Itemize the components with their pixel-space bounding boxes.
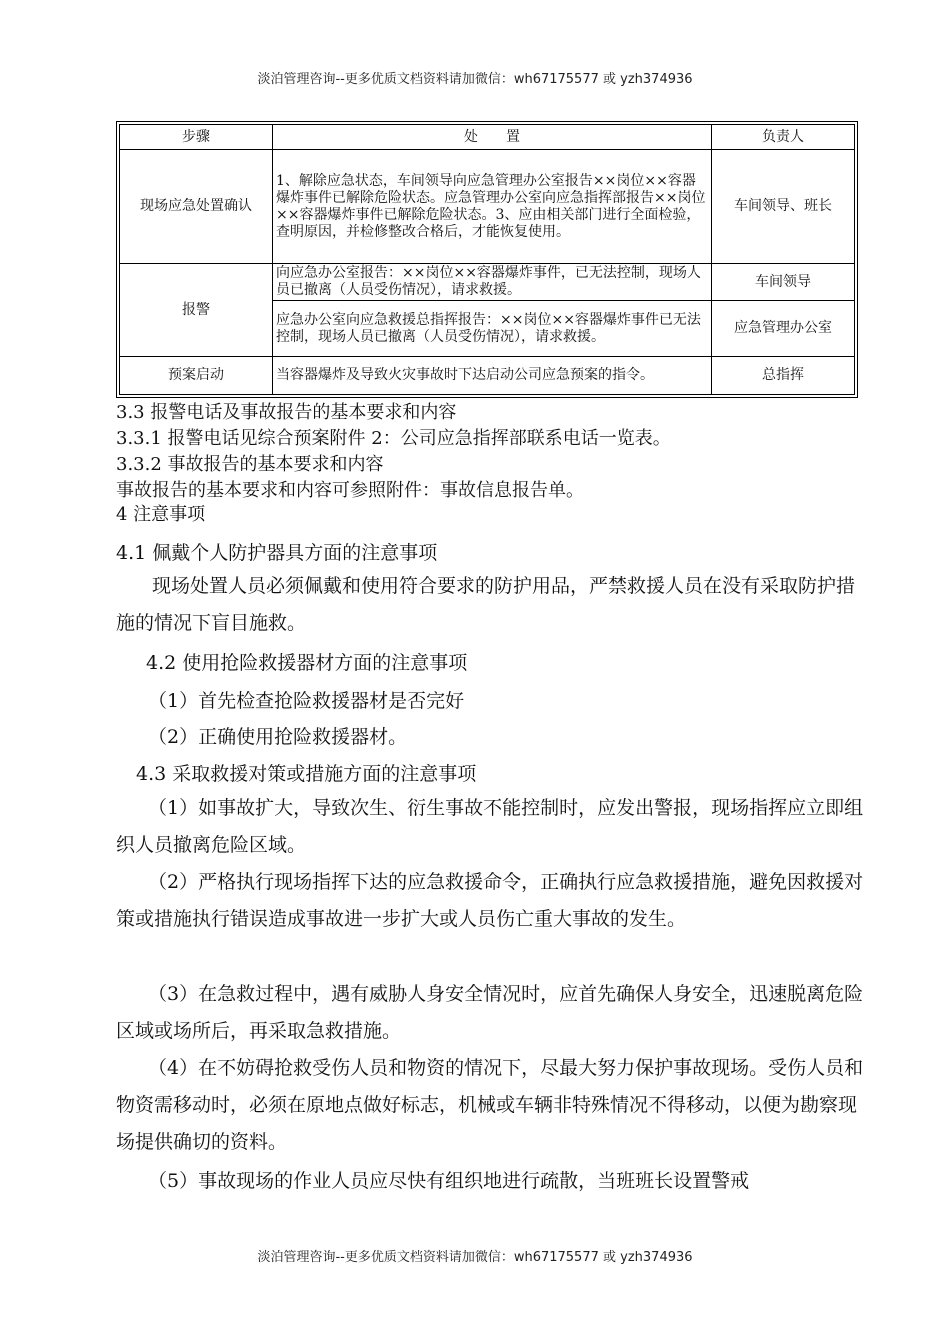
list-item-4-3-4: （4）在不妨碍抢救受伤人员和物资的情况下，尽最大努力保护事故现场。受伤人员和物资需移动时，必须在原地点做好标志，机械或车辆非特殊情况不得移动，以便为勘察现场提供确切的资料。 — [116, 1057, 864, 1153]
table-row — [120, 150, 855, 264]
table-header-cell: 负责人 — [712, 125, 855, 150]
list-item-4-3-2: （2）严格执行现场指挥下达的应急救援命令，正确执行应急救援措施，避免因救援对策或措施执行错误造成事故进一步扩大或人员伤亡重大事故的发生。 — [116, 871, 864, 930]
table-header-row — [120, 125, 855, 150]
list-item-4-3-3: （3）在急救过程中，遇有威胁人身安全情况时，应首先确保人身安全，迅速脱离危险区域或场所后，再采取急救措施。 — [116, 983, 864, 1042]
list-item-4-3-5: （5）事故现场的作业人员应尽快有组织地进行疏散，当班班长设置警戒 — [148, 1170, 750, 1192]
table-cell-owner: 总指挥 — [712, 357, 855, 395]
table-cell-action: 当容器爆炸及导致火灾事故时下达启动公司应急预案的指令。 — [273, 357, 712, 395]
list-item-4-2-2: （2）正确使用抢险救援器材。 — [148, 726, 408, 748]
table-cell-step: 现场应急处置确认 — [120, 150, 273, 264]
table-header-cell: 步骤 — [120, 125, 273, 150]
page-header: 淡泊管理咨询--更多优质文档资料请加微信：wh67175577 或 yzh374936 — [257, 72, 693, 87]
table-cell-step: 预案启动 — [120, 357, 273, 395]
procedure-table — [119, 124, 855, 395]
section-heading-3-3-1: 3.3.1 报警电话见综合预案附件 2：公司应急指挥部联系电话一览表。 — [116, 428, 671, 449]
table-cell-owner: 应急管理办公室 — [712, 301, 855, 357]
list-item-4-2-1: （1）首先检查抢险救援器材是否完好 — [148, 690, 465, 712]
table-row — [120, 357, 855, 395]
section-text-3-3-2: 事故报告的基本要求和内容可参照附件：事故信息报告单。 — [116, 480, 584, 501]
section-heading-4-1: 4.1 佩戴个人防护器具方面的注意事项 — [116, 542, 438, 564]
table-cell-action: 1、解除应急状态，车间领导向应急管理办公室报告××岗位××容器爆炸事件已解除危险状态。应急管理办公室向应急指挥部报告××岗位××容器爆炸事件已解除危险状态。3、应由相关部门进行全面检验，查明原因，并检修整改合格后，才能恢复使用。 — [273, 150, 712, 264]
section-heading-4-2: 4.2 使用抢险救援器材方面的注意事项 — [146, 652, 468, 674]
section-heading-3-3-2: 3.3.2 事故报告的基本要求和内容 — [116, 454, 384, 475]
paragraph-4-1: 现场处置人员必须佩戴和使用符合要求的防护用品，严禁救援人员在没有采取防护措施的情况下盲目施救。 — [116, 575, 856, 634]
table-cell-action: 向应急办公室报告：××岗位××容器爆炸事件，已无法控制，现场人员已撤离（人员受伤情况），请求救援。 — [273, 264, 712, 301]
table-cell-owner: 车间领导、班长 — [712, 150, 855, 264]
section-heading-4-3: 4.3 采取救援对策或措施方面的注意事项 — [136, 763, 477, 785]
page-footer: 淡泊管理咨询--更多优质文档资料请加微信：wh67175577 或 yzh374936 — [257, 1250, 693, 1265]
table-cell-owner: 车间领导 — [712, 264, 855, 301]
table-header-cell: 处 置 — [273, 125, 712, 150]
table-cell-action: 应急办公室向应急救援总指挥报告：××岗位××容器爆炸事件已无法控制，现场人员已撤离（人员受伤情况），请求救援。 — [273, 301, 712, 357]
list-item-4-3-1: （1）如事故扩大，导致次生、衍生事故不能控制时，应发出警报，现场指挥应立即组织人员撤离危险区域。 — [116, 797, 864, 856]
table-cell-step: 报警 — [120, 264, 273, 357]
section-heading-3-3: 3.3 报警电话及事故报告的基本要求和内容 — [116, 402, 457, 423]
section-heading-4: 4 注意事项 — [116, 504, 206, 525]
table-row — [120, 264, 855, 301]
